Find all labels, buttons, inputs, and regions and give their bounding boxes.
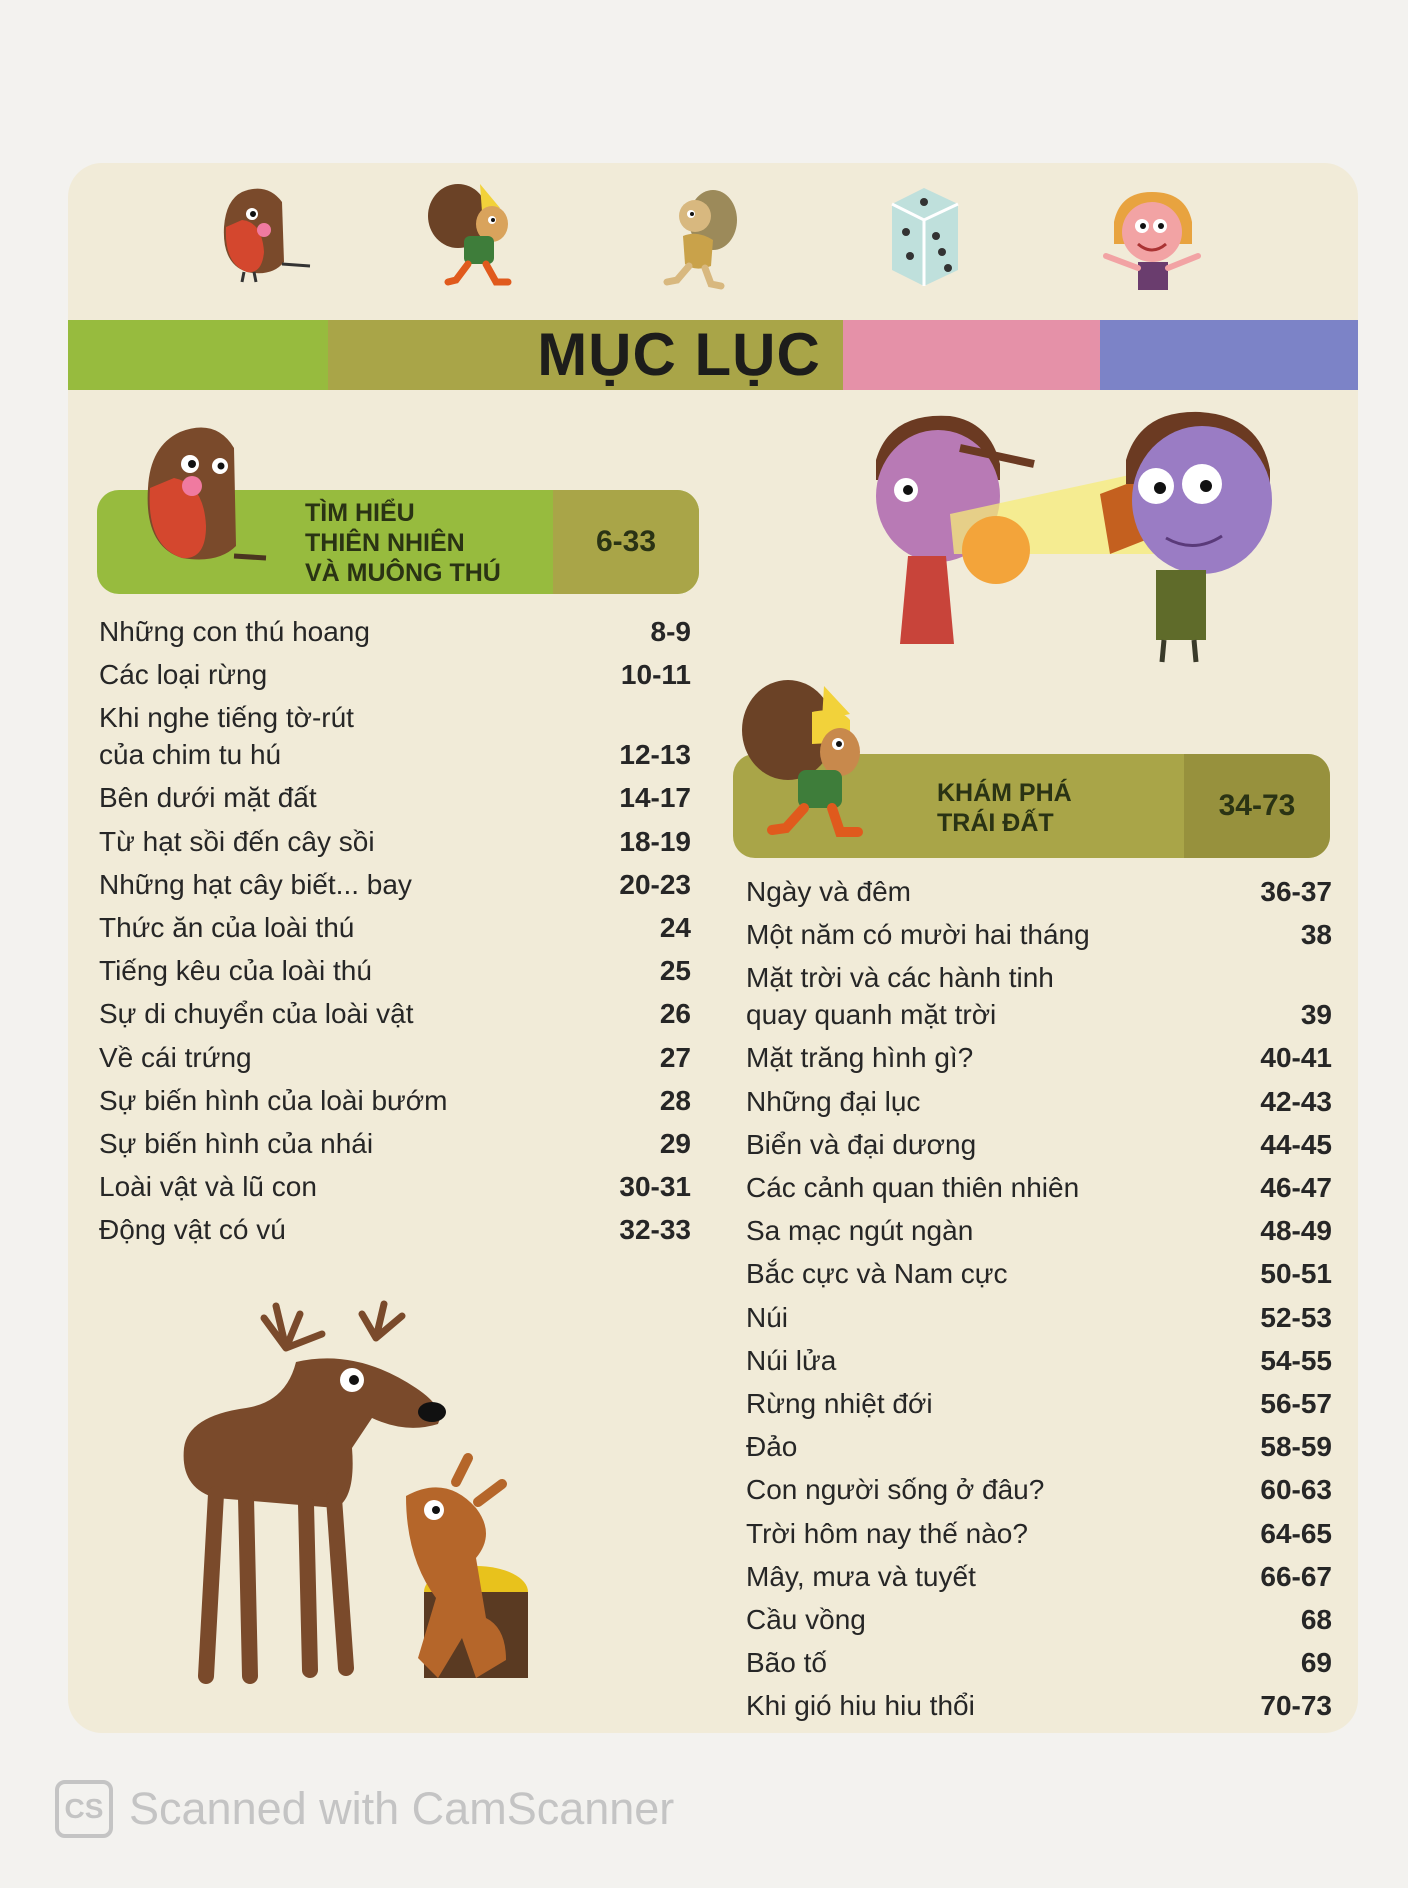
- toc-entry-pages: 39: [1300, 999, 1332, 1031]
- toc-entry[interactable]: [99, 909, 691, 946]
- toc-entry-title: Một năm có mười hai tháng: [746, 919, 1090, 951]
- section-title-line: TRÁI ĐẤT: [937, 809, 1054, 837]
- toc-entry-title: Rừng nhiệt đới: [746, 1387, 933, 1419]
- toc-entry-pages: 26: [659, 998, 691, 1030]
- toc-entry[interactable]: [99, 613, 691, 650]
- page-title: MỤC LỤC: [537, 321, 821, 388]
- toc-entry-pages: 40-41: [1260, 1042, 1332, 1074]
- toc-entry-pages: 24: [659, 911, 691, 943]
- toc-entry-title: Những đại lục: [746, 1085, 921, 1117]
- toc-entry[interactable]: [746, 1428, 1332, 1465]
- girl-smiling-icon: [1100, 184, 1204, 296]
- toc-entry-pages: 14-17: [619, 782, 691, 814]
- deer-illustration-icon: [176, 1298, 626, 1718]
- scanner-watermark: [55, 1776, 674, 1842]
- toc-entry-pages: 29: [659, 1127, 691, 1159]
- toc-entry-pages: 44-45: [1260, 1128, 1332, 1160]
- toc-entry-title: Sự biến hình của loài bướm: [99, 1084, 448, 1116]
- toc-entry[interactable]: [746, 1255, 1332, 1292]
- toc-entry-pages: 10-11: [620, 659, 691, 691]
- toc-entry[interactable]: [99, 995, 691, 1032]
- section-pages: 6-33: [595, 525, 657, 558]
- toc-entry-pages: 48-49: [1260, 1215, 1332, 1247]
- dice-icon: [884, 180, 964, 292]
- toc-entry-pages: 36-37: [1260, 876, 1332, 907]
- toc-entry-pages: 50-51: [1260, 1258, 1332, 1290]
- toc-entry-title: Về cái trứng: [99, 1041, 252, 1073]
- toc-entry[interactable]: [746, 1558, 1332, 1595]
- toc-entry-title: Núi: [746, 1301, 789, 1333]
- toc-entry[interactable]: [746, 1471, 1332, 1508]
- toc-entry-pages: 38: [1300, 919, 1332, 951]
- toc-entry-title: Sa mạc ngút ngàn: [746, 1215, 974, 1247]
- toc-entry-pages: 8-9: [650, 616, 691, 647]
- toc-entry[interactable]: [99, 1168, 691, 1205]
- gnome-large-icon: [738, 672, 898, 848]
- toc-list-nature: [99, 613, 691, 1253]
- toc-entry-pages: 68: [1300, 1603, 1332, 1635]
- toc-entry[interactable]: [746, 1687, 1332, 1724]
- toc-entry-title: Những hạt cây biết... bay: [99, 868, 412, 900]
- toc-entry-title: Sự biến hình của nhái: [99, 1127, 374, 1159]
- toc-entry-title: Loài vật và lũ con: [99, 1171, 317, 1203]
- toc-entry-pages: 20-23: [619, 868, 691, 900]
- toc-entry-title: Con người sống ở đâu?: [746, 1474, 1045, 1506]
- toc-entry-title: Thức ăn của loài thú: [99, 911, 355, 943]
- toc-entry-pages: 66-67: [1260, 1560, 1332, 1592]
- toc-entry-title: Khi gió hiu hiu thổi: [746, 1690, 975, 1722]
- toc-entry-pages: 25: [659, 955, 691, 987]
- toc-entry-pages: 64-65: [1260, 1517, 1332, 1549]
- toc-entry-pages: 52-53: [1260, 1301, 1332, 1333]
- toc-entry-title: Bão tố: [746, 1647, 827, 1679]
- camscanner-logo: CS: [55, 1780, 113, 1838]
- robin-mascot-icon: [212, 182, 312, 286]
- section-pages: 34-73: [1218, 789, 1296, 822]
- toc-entry[interactable]: [746, 1299, 1332, 1336]
- toc-entry-title: Những con thú hoang: [99, 616, 370, 647]
- toc-entry[interactable]: [99, 1082, 691, 1119]
- toc-entry-title: Các cảnh quan thiên nhiên: [746, 1171, 1080, 1203]
- toc-entry-pages: 58-59: [1260, 1431, 1332, 1463]
- toc-entry-title: Biển và đại dương: [746, 1128, 977, 1160]
- toc-entry[interactable]: [746, 1083, 1332, 1120]
- toc-entry-title: của chim tu hú: [99, 739, 282, 771]
- toc-entry-title: Mây, mưa và tuyết: [746, 1560, 976, 1592]
- kids-flashlight-moon-icon: [850, 404, 1280, 666]
- toc-entry[interactable]: [746, 1212, 1332, 1249]
- gnome-with-sack-icon: [420, 178, 530, 294]
- toc-entry[interactable]: [746, 1342, 1332, 1379]
- toc-entry-title: Đảo: [746, 1431, 798, 1463]
- toc-entry-pages: 42-43: [1260, 1085, 1332, 1117]
- toc-entry-pages: 12-13: [619, 739, 691, 771]
- toc-entry-title: Trời hôm nay thế nào?: [746, 1517, 1028, 1549]
- toc-entry[interactable]: [746, 1644, 1332, 1681]
- toc-entry[interactable]: [746, 959, 1332, 1033]
- toc-entry[interactable]: [746, 1039, 1332, 1076]
- toc-entry-pages: 28: [659, 1084, 691, 1116]
- section-title-line: KHÁM PHÁ: [937, 779, 1072, 807]
- toc-entry-title: Cầu vồng: [746, 1603, 866, 1635]
- toc-entry[interactable]: [746, 1385, 1332, 1422]
- watermark-text: Scanned with CamScanner: [129, 1783, 675, 1834]
- toc-entry-pages: 46-47: [1260, 1171, 1332, 1203]
- toc-entry[interactable]: [746, 873, 1332, 910]
- toc-entry-pages: 69: [1300, 1647, 1332, 1679]
- toc-entry-title: Tiếng kêu của loài thú: [99, 955, 372, 987]
- toc-entry-title: Từ hạt sồi đến cây sồi: [99, 825, 375, 857]
- toc-entry[interactable]: [99, 656, 691, 693]
- robin-large-icon: [130, 418, 270, 576]
- toc-entry-title: Bắc cực và Nam cực: [746, 1258, 1008, 1290]
- toc-list-earth: [746, 873, 1332, 1723]
- toc-entry-title: Ngày và đêm: [746, 876, 911, 907]
- toc-entry-title: quay quanh mặt trời: [746, 999, 997, 1031]
- section-title-line: THIÊN NHIÊN: [305, 529, 465, 557]
- toc-entry-title: Mặt trăng hình gì?: [746, 1042, 974, 1074]
- toc-entry-pages: 18-19: [619, 825, 691, 857]
- toc-entry-title: Các loại rừng: [99, 659, 268, 691]
- toc-entry-pages: 56-57: [1260, 1387, 1332, 1419]
- toc-entry-title: Bên dưới mặt đất: [99, 782, 317, 814]
- toc-entry[interactable]: [99, 823, 691, 860]
- toc-entry[interactable]: [99, 1039, 691, 1076]
- toc-entry[interactable]: [99, 866, 691, 903]
- toc-entry[interactable]: [99, 699, 691, 773]
- toc-entry[interactable]: [99, 952, 691, 989]
- toc-entry[interactable]: [99, 1211, 691, 1248]
- section-title-line: TÌM HIỂU: [305, 499, 415, 527]
- toc-entry-pages: 32-33: [619, 1214, 691, 1246]
- toc-entry[interactable]: [746, 1515, 1332, 1552]
- toc-entry[interactable]: [746, 1601, 1332, 1638]
- toc-entry[interactable]: [746, 1169, 1332, 1206]
- toc-entry[interactable]: [99, 1125, 691, 1162]
- caveman-icon: [655, 180, 755, 294]
- toc-entry-title: Khi nghe tiếng tờ-rút: [99, 702, 354, 734]
- toc-entry-title: Mặt trời và các hành tinh: [746, 962, 1054, 994]
- section-title-line: VÀ MUÔNG THÚ: [305, 559, 501, 587]
- toc-entry-title: Động vật có vú: [99, 1214, 286, 1246]
- toc-entry-pages: 27: [659, 1041, 691, 1073]
- toc-entry-pages: 54-55: [1260, 1344, 1332, 1376]
- toc-entry-pages: 60-63: [1260, 1474, 1332, 1506]
- toc-entry-pages: 70-73: [1260, 1690, 1332, 1722]
- toc-entry[interactable]: [746, 916, 1332, 953]
- toc-entry[interactable]: [99, 779, 691, 816]
- toc-entry[interactable]: [746, 1126, 1332, 1163]
- toc-entry-title: Núi lửa: [746, 1344, 837, 1376]
- toc-entry-pages: 30-31: [619, 1171, 691, 1203]
- toc-entry-title: Sự di chuyển của loài vật: [99, 998, 414, 1030]
